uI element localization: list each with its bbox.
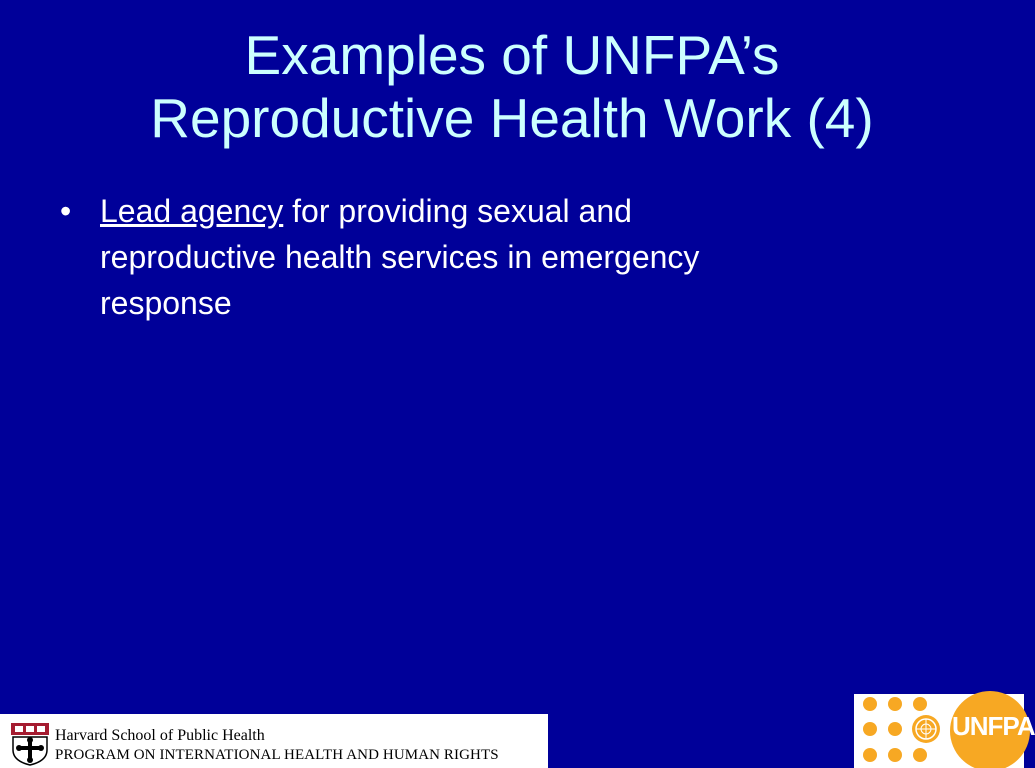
unfpa-wordmark: UNFPA (952, 711, 1035, 741)
bullet-item (60, 188, 960, 326)
harvard-logo (0, 714, 548, 768)
bullet-line-3: response (100, 285, 232, 321)
bullet-line-1-rest: for providing sexual and (283, 193, 632, 229)
unfpa-logo (854, 694, 1035, 768)
bullet-list (60, 188, 960, 326)
title-line-2: Reproductive Health Work (4) (150, 87, 874, 149)
lead-agency-link[interactable]: Lead agency (100, 193, 284, 229)
harvard-shield-icon (10, 722, 50, 766)
bullet-line-1 (100, 188, 960, 234)
bullet-text (100, 188, 960, 326)
slide-title (0, 24, 1024, 150)
harvard-program-name: PROGRAM ON INTERNATIONAL HEALTH AND HUMAN RIGHTS (55, 747, 499, 763)
title-line-1: Examples of UNFPA’s (244, 24, 780, 86)
bullet-line-2: reproductive health services in emergency (100, 239, 700, 275)
bullet-marker: • (60, 193, 72, 229)
harvard-school-name: Harvard School of Public Health (55, 727, 265, 744)
